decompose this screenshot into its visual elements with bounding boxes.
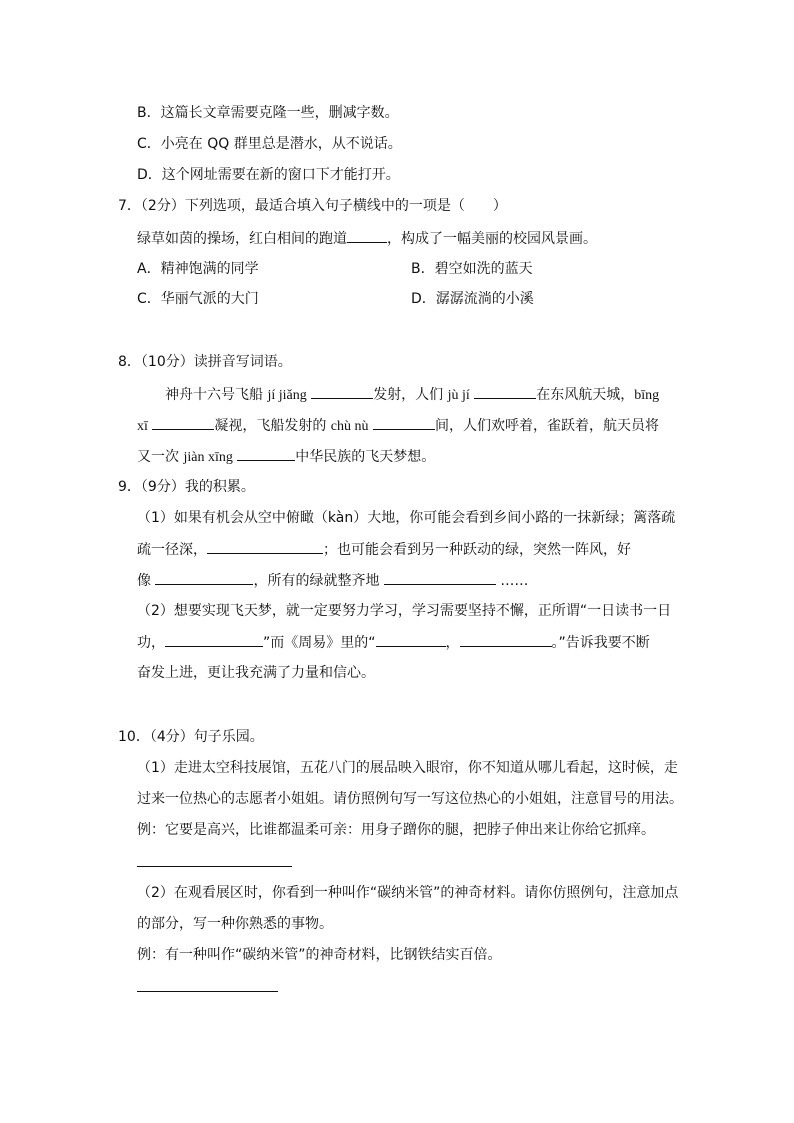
q9-blank-4[interactable] [165, 632, 263, 647]
q8-blank-1[interactable] [311, 384, 373, 399]
q8-text: 又一次 [137, 449, 179, 465]
q8-text: 在东风航天城， [536, 387, 635, 403]
q8-pinyin: bīng [634, 388, 660, 403]
q9-blank-3[interactable] [384, 570, 496, 585]
q9-blank-2[interactable] [155, 570, 253, 585]
q6-option-c: C．小亮在 QQ 群里总是潜水，从不说话。 [137, 136, 402, 152]
q9-text: 像 [137, 573, 151, 589]
q9-text: ；也可能会看到另一种跃动的绿，突然一阵风，好 [323, 542, 631, 558]
q7-option-b[interactable]: B．碧空如洗的蓝天 [411, 261, 533, 277]
q7-sentence [137, 228, 597, 249]
q8-blank-3[interactable] [152, 415, 214, 430]
q7-sentence-start: 绿草如茵的操场，红白相间的跑道 [137, 231, 347, 247]
q9-text: …… [500, 573, 529, 589]
q8-blank-2[interactable] [474, 384, 536, 399]
q8-text: 间，人们欢呼着，雀跃着，航天员将 [434, 418, 659, 434]
q9-text: ”而《周易》里的“ [263, 635, 376, 651]
q7-sentence-end: ，构成了一幅美丽的校园风景画。 [387, 231, 597, 247]
q9-text: 功， [137, 635, 165, 651]
q8-text: 凝视，飞船发射的 [214, 418, 327, 434]
q8-line-1 [165, 384, 659, 406]
q7-stem: 7．（2分）下列选项，最适合填入句子横线中的一项是（ ） [118, 198, 507, 214]
q8-line-2 [137, 415, 659, 437]
q8-line-3 [137, 446, 435, 468]
q9-blank-5[interactable] [376, 632, 446, 647]
q10-part1-example: 例：它要是高兴，比谁都温柔可亲：用身子蹭你的腿，把脖子伸出来让你给它抓痒。 [137, 822, 655, 838]
q10-part1-line1: （1）走进太空科技展馆，五花八门的展品映入眼帘，你不知道从哪儿看起，这时候，走 [137, 760, 678, 776]
q7-option-c[interactable]: C．华丽气派的大门 [137, 291, 259, 307]
q6-option-b: B．这篇长文章需要克隆一些，删减字数。 [137, 105, 399, 121]
q9-stem: 9．（9分）我的积累。 [118, 479, 255, 495]
q8-stem: 8．（10分）读拼音写词语。 [118, 354, 292, 370]
q7-option-a[interactable]: A．精神饱满的同学 [137, 261, 259, 277]
q9-part2-line3: 奋发上进，更让我充满了力量和信心。 [137, 665, 375, 681]
q9-part2-line2 [137, 632, 650, 653]
q8-blank-4[interactable] [373, 415, 435, 430]
q10-answer-line-1[interactable] [137, 866, 292, 867]
q10-part2-line1: （2）在观看展区时，你看到一种叫作“碳纳米管”的神奇材料。请你仿照例句，注意加点 [137, 885, 679, 901]
q9-text: 。”告诉我要不断 [551, 635, 650, 651]
q9-part1-line1: （1）如果有机会从空中俯瞰（kàn）大地，你可能会看到乡间小路的一抹新绿；篱落疏 [137, 510, 676, 526]
q10-answer-line-2[interactable] [137, 991, 278, 992]
q6-option-d: D．这个网址需要在新的窗口下才能打开。 [137, 167, 400, 183]
q9-part2-line1: （2）想要实现飞天梦，就一定要努力学习，学习需要坚持不懈，正所谓“一日读书一日 [137, 603, 672, 619]
q8-pinyin: jiàn xīng [183, 450, 233, 465]
q8-text: 中华民族的飞天梦想。 [295, 449, 436, 465]
q8-pinyin: jí jiǎng [267, 388, 307, 403]
q8-text: 发射，人们 [373, 387, 444, 403]
q10-stem: 10．（4分）句子乐园。 [118, 729, 264, 745]
q9-text: ， [445, 635, 460, 651]
q9-blank-6[interactable] [460, 632, 552, 647]
q8-blank-5[interactable] [237, 446, 295, 461]
q8-pinyin: jù jí [447, 388, 470, 403]
q10-part2-example: 例：有一种叫作“碳纳米管”的神奇材料，比钢铁结实百倍。 [137, 947, 502, 963]
q7-answer-blank[interactable] [347, 228, 387, 243]
q10-part1-line2: 过来一位热心的志愿者小姐姐。请仿照例句写一写这位热心的小姐姐，注意冒号的用法。 [137, 791, 683, 807]
q9-text: 疏一径深， [137, 542, 207, 558]
q9-part1-line2 [137, 539, 631, 560]
q9-part1-line3 [137, 570, 528, 591]
q9-text: ，所有的绿就整齐地 [253, 573, 380, 589]
q8-pinyin: chù nù [330, 419, 369, 434]
q9-blank-1[interactable] [207, 539, 323, 554]
q10-part2-line2: 的部分，写一种你熟悉的事物。 [137, 916, 333, 932]
q8-pinyin: xī [137, 419, 148, 434]
q7-option-d[interactable]: D．潺潺流淌的小溪 [411, 291, 534, 307]
q8-text: 神舟十六号飞船 [165, 387, 263, 403]
